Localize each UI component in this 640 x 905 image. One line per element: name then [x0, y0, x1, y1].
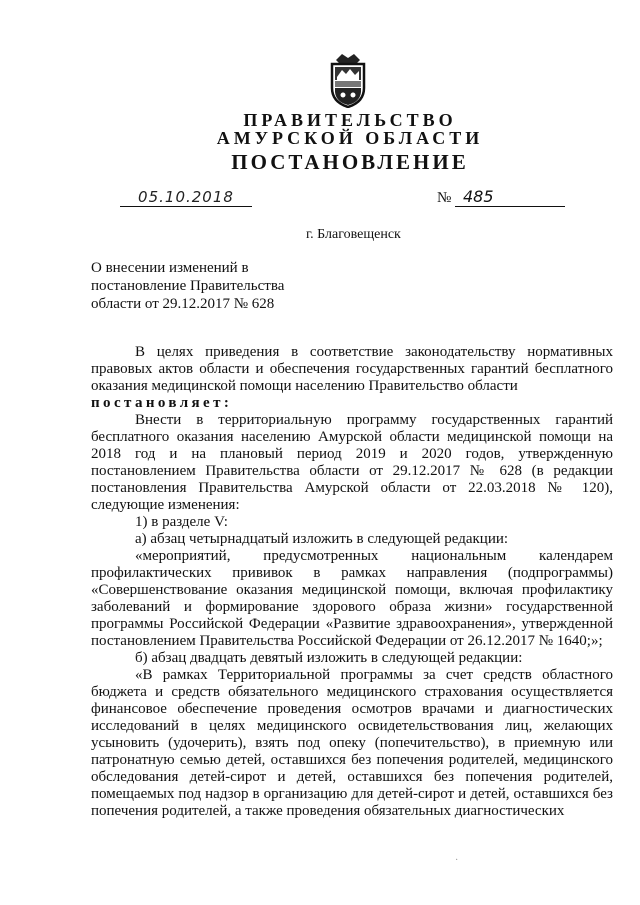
- document-number: 485: [455, 188, 565, 207]
- subject-block: [91, 259, 284, 313]
- subject-line: постановление Правительства: [91, 278, 285, 294]
- body-paragraph: 1) в разделе V:: [135, 514, 228, 530]
- document-type-title: ПОСТАНОВЛЕНИЕ: [231, 150, 469, 174]
- body-paragraph: а) абзац четырнадцатый изложить в следующей редакции:: [135, 531, 509, 547]
- body-paragraph: б) абзац двадцать девятый изложить в следующей редакции:: [135, 650, 523, 666]
- government-title: ПРАВИТЕЛЬСТВО: [243, 110, 457, 130]
- number-label: №: [437, 190, 452, 206]
- body-paragraph: Внести в территориальную программу государственных гарантий бесплатного оказания населению Амурской области медицинской помощи на 2018 год и на плановый период 2019 и 2020 годов, утвержденную постановлением Правительства области от 29.12.2017 № 628 (в редакции постановления Правительства Амурской области от 22.03.2018 № 120), следующие изменения:: [91, 412, 613, 513]
- subject-line: О внесении изменений в: [91, 260, 249, 276]
- body-paragraph: «В рамках Территориальной программы за счет средств областного бюджета и средств обязательного медицинского страхования осуществляется финансовое обеспечение проведения осмотров врачами и диагностических исследований в целях медицинского освидетельствования лиц, желающих усыновить (удочерить), взять под опеку (попечительство), в приемную или патронатную семью детей, оставшихся без попечения родителей, медицинского обследования детей-сирот и детей, оставшихся без попечения родителей, помещаемых под надзор в организацию для детей-сирот и детей, оставшихся без попечения родителей, а также проведения обязательных диагностических: [91, 667, 613, 819]
- body-paragraph: «мероприятий, предусмотренных национальным календарем профилактических прививок в рамках направления (подпрограммы) «Совершенствование оказания медицинской помощи, включая профилактику заболеваний и формирование здорового образа жизни» государственной программы Российской Федерации «Развитие здравоохранения», утвержденной постановлением Правительства Российской Федерации от 26.12.2017 № 1640;»;: [91, 548, 613, 649]
- resolution-keyword: постановляет:: [91, 395, 233, 411]
- preamble-paragraph: В целях приведения в соответствие законодательству нормативных правовых актов области и обеспечения государственных гарантий бесплатного оказания медицинской помощи населению Правительство области: [91, 344, 613, 394]
- city: г. Благовещенск: [306, 227, 401, 242]
- region-title: АМУРСКОЙ ОБЛАСТИ: [216, 128, 484, 148]
- coat-of-arms-emblem: [322, 52, 374, 108]
- subject-line: области от 29.12.2017 № 628: [91, 296, 275, 312]
- document-body: [91, 344, 613, 820]
- document-date: 05.10.2018: [120, 188, 252, 207]
- scan-mark: ·: [455, 855, 459, 866]
